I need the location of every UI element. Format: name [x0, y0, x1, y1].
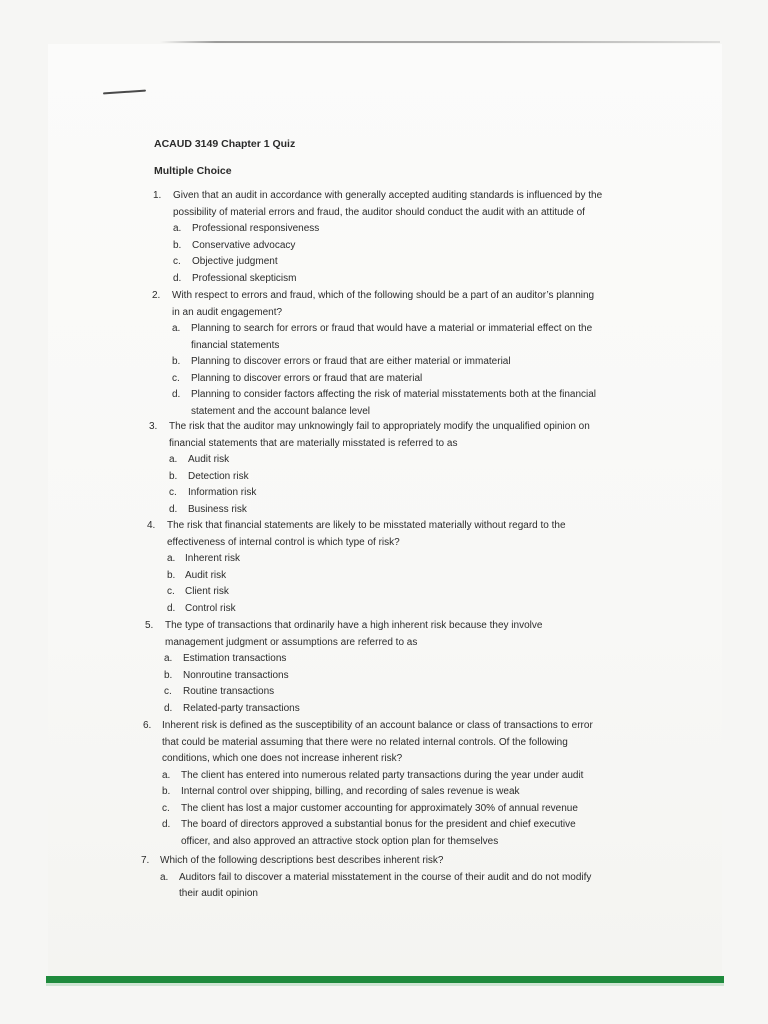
option-text: Objective judgment: [192, 256, 278, 268]
question-text: The risk that the auditor may unknowingly fail to appropriately modify the unqualified opinion on: [169, 421, 590, 432]
question-text: The risk that financial statements are likely to be misstated materially without regard to the: [167, 520, 566, 531]
option-letter: d.: [173, 272, 182, 284]
option-text: statement and the account balance level: [191, 405, 371, 417]
question-text: Inherent risk is defined as the susceptibility of an account balance or class of transactions to error: [162, 720, 593, 731]
option-text: Client risk: [185, 586, 229, 598]
question-text: possibility of material errors and fraud, the auditor should conduct the audit with an attitude of: [173, 206, 585, 218]
option-letter: a.: [173, 223, 182, 235]
option-letter: d.: [167, 602, 176, 614]
option-text: Planning to discover errors or fraud that are either material or immaterial: [191, 356, 511, 368]
option-text: financial statements: [191, 339, 280, 351]
question-text: Given that an audit in accordance with generally accepted auditing standards is influenced by the: [173, 190, 603, 201]
option-letter: d.: [164, 702, 173, 714]
option-letter: b.: [169, 470, 178, 482]
question-number: 4.: [147, 520, 156, 531]
question-number: 5.: [145, 620, 154, 631]
option-letter: a.: [172, 323, 181, 335]
question-number: 2.: [152, 290, 161, 301]
option-letter: d.: [169, 503, 178, 515]
option-text: Professional responsiveness: [192, 223, 320, 235]
option-letter: a.: [164, 653, 173, 665]
question-text: The type of transactions that ordinarily have a high inherent risk because they involve: [165, 620, 543, 631]
option-letter: c.: [164, 686, 172, 698]
option-text: Control risk: [185, 602, 236, 614]
option-text: Business risk: [188, 503, 247, 515]
option-letter: c.: [162, 802, 170, 814]
option-letter: c.: [173, 256, 181, 268]
option-letter: c.: [167, 586, 175, 598]
option-letter: a.: [169, 454, 178, 466]
question-text: financial statements that are materially misstated is referred to as: [169, 437, 458, 449]
option-text: Professional skepticism: [192, 272, 297, 284]
option-text: Related-party transactions: [183, 702, 300, 714]
option-letter: b.: [167, 569, 176, 581]
option-letter: a.: [167, 553, 176, 565]
option-text: Routine transactions: [183, 686, 275, 698]
option-text: their audit opinion: [179, 888, 258, 900]
question-number: 3.: [149, 421, 158, 432]
option-text: Planning to consider factors affecting the risk of material misstatements both at the financial: [191, 389, 597, 401]
option-text: Information risk: [188, 487, 257, 499]
quiz-title: ACAUD 3149 Chapter 1 Quiz: [154, 138, 296, 150]
option-text: Conservative advocacy: [192, 239, 296, 251]
option-text: Planning to search for errors or fraud that would have a material or immaterial effect on the: [191, 323, 593, 335]
section-heading: Multiple Choice: [154, 165, 232, 177]
option-text: The client has lost a major customer accounting for approximately 30% of annual revenue: [181, 802, 578, 814]
option-letter: b.: [164, 669, 173, 681]
question-text: Which of the following descriptions best describes inherent risk?: [160, 855, 444, 866]
option-letter: b.: [172, 356, 181, 368]
option-text: Planning to discover errors or fraud that are material: [191, 372, 423, 384]
option-text: officer, and also approved an attractive stock option plan for themselves: [181, 835, 499, 847]
option-text: Estimation transactions: [183, 653, 287, 665]
option-letter: b.: [173, 239, 182, 251]
option-text: Nonroutine transactions: [183, 669, 289, 681]
question-text: With respect to errors and fraud, which of the following should be a part of an auditor’s planning: [172, 290, 595, 301]
question-text: that could be material assuming that there were no related internal controls. Of the following: [162, 736, 568, 748]
question-text: effectiveness of internal control is which type of risk?: [167, 536, 400, 548]
question-text: management judgment or assumptions are referred to as: [165, 636, 418, 648]
option-letter: c.: [172, 372, 180, 384]
option-text: The client has entered into numerous related party transactions during the year under audit: [181, 769, 584, 781]
question-number: 7.: [141, 855, 150, 866]
option-text: Detection risk: [188, 470, 249, 482]
option-text: Internal control over shipping, billing, and recording of sales revenue is weak: [181, 786, 520, 798]
option-letter: a.: [162, 769, 171, 781]
option-text: Inherent risk: [185, 553, 241, 565]
option-text: The board of directors approved a substantial bonus for the president and chief executive: [181, 819, 576, 831]
option-text: Audit risk: [185, 569, 227, 581]
option-letter: c.: [169, 487, 177, 499]
option-letter: a.: [160, 871, 169, 883]
question-text: in an audit engagement?: [172, 306, 283, 318]
question-text: conditions, which one does not increase inherent risk?: [162, 753, 403, 765]
question-number: 1.: [153, 190, 162, 201]
option-text: Auditors fail to discover a material misstatement in the course of their audit and do not modify: [179, 871, 592, 883]
option-text: Audit risk: [188, 454, 230, 466]
question-number: 6.: [143, 720, 152, 731]
option-letter: b.: [162, 786, 171, 798]
option-letter: d.: [162, 819, 171, 831]
option-letter: d.: [172, 389, 181, 401]
